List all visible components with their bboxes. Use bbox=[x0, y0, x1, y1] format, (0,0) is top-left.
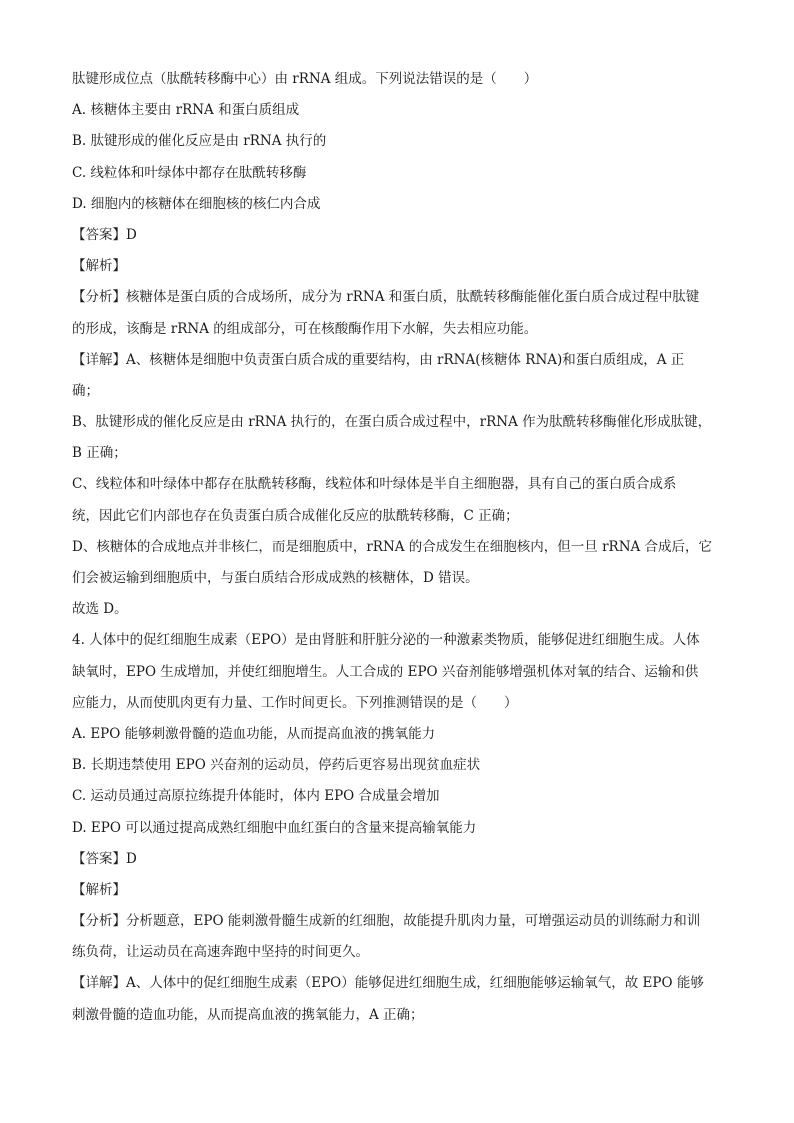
question-3-stem-tail: 肽键形成位点（肽酰转移酶中心）由 rRNA 组成。下列说法错误的是（ ） bbox=[72, 71, 538, 87]
q4-option-c: C. 运动员通过高原拉练提升体能时，体内 EPO 合成量会增加 bbox=[72, 788, 440, 805]
question-4-stem-line-2: 缺氧时，EPO 生成增加，并使红细胞增生。人工合成的 EPO 兴奋剂能够增强机体对氧的结合、运输和供 bbox=[72, 663, 699, 680]
q4-analysis-line-2: 练负荷，让运动员在高速奔跑中坚持的时间更久。 bbox=[72, 944, 369, 961]
q3-detail-b-line-2: B 正确； bbox=[72, 445, 127, 462]
q4-detail-a-line-2: 刺激骨髓的造血功能，从而提高血液的携氧能力，A 正确； bbox=[72, 1006, 424, 1023]
q3-answer: 【答案】D bbox=[72, 226, 137, 243]
q3-detail-a-line-1: 【详解】A、核糖体是细胞中负责蛋白质合成的重要结构，由 rRNA(核糖体 RNA)和蛋白质组成，A 正 bbox=[72, 351, 685, 368]
q3-detail-b-line-1: B、肽键形成的催化反应是由 rRNA 执行的，在蛋白质合成过程中，rRNA 作为肽酰转移酶催化形成肽键， bbox=[72, 414, 712, 431]
q3-explanation-heading: 【解析】 bbox=[72, 258, 126, 275]
q4-option-d: D. EPO 可以通过提高成熟红细胞中血红蛋白的含量来提高输氧能力 bbox=[72, 819, 477, 836]
q4-analysis-line-1: 【分析】分析题意，EPO 能刺激骨髓生成新的红细胞，故能提升肌肉力量，可增强运动员的训练耐力和训 bbox=[72, 913, 701, 930]
q3-option-c: C. 线粒体和叶绿体中都存在肽酰转移酶 bbox=[72, 164, 307, 181]
document-page bbox=[72, 64, 724, 1031]
q4-option-b: B. 长期违禁使用 EPO 兴奋剂的运动员，停药后更容易出现贫血症状 bbox=[72, 757, 481, 774]
q3-detail-d-line-1: D、核糖体的合成地点并非核仁，而是细胞质中，rRNA 的合成发生在细胞核内，但一旦 rRNA 合成后，它 bbox=[72, 538, 713, 555]
q4-detail-a-line-1: 【详解】A、人体中的促红细胞生成素（EPO）能够促进红细胞生成，红细胞能够运输氧气，故 EPO 能够 bbox=[72, 975, 704, 992]
q3-detail-c-line-1: C、线粒体和叶绿体中都存在肽酰转移酶，线粒体和叶绿体是半自主细胞器，具有自己的蛋白质合成系 bbox=[72, 476, 677, 493]
q3-detail-d-line-2: 们会被运输到细胞质中，与蛋白质结合形成成熟的核糖体，D 错误。 bbox=[72, 570, 479, 586]
q4-answer: 【答案】D bbox=[72, 850, 137, 867]
q3-option-b: B. 肽键形成的催化反应是由 rRNA 执行的 bbox=[72, 133, 327, 150]
question-4-stem-line-3: 应能力，从而使肌肉更有力量、工作时间更长。下列推测错误的是（ ） bbox=[72, 694, 518, 711]
q3-detail-a-line-2: 确； bbox=[72, 382, 99, 399]
q3-conclusion: 故选 D。 bbox=[72, 601, 128, 618]
q3-option-a: A. 核糖体主要由 rRNA 和蛋白质组成 bbox=[72, 102, 300, 119]
q3-detail-c-line-2: 统，因此它们内部也存在负责蛋白质合成催化反应的肽酰转移酶，C 正确； bbox=[72, 507, 519, 524]
q3-option-d: D. 细胞内的核糖体在细胞核的核仁内合成 bbox=[72, 195, 321, 212]
q3-analysis-line-1: 【分析】核糖体是蛋白质的合成场所，成分为 rRNA 和蛋白质，肽酰转移酶能催化蛋白质合成过程中肽键 bbox=[72, 289, 700, 306]
q3-analysis-line-2: 的形成，该酶是 rRNA 的组成部分，可在核酸酶作用下水解，失去相应功能。 bbox=[72, 320, 538, 337]
q4-explanation-heading: 【解析】 bbox=[72, 881, 126, 898]
q4-option-a: A. EPO 能够刺激骨髓的造血功能，从而提高血液的携氧能力 bbox=[72, 725, 436, 742]
question-4-stem-line-1: 4. 人体中的促红细胞生成素（EPO）是由肾脏和肝脏分泌的一种激素类物质，能够促进红细胞生成。人体 bbox=[72, 632, 700, 649]
